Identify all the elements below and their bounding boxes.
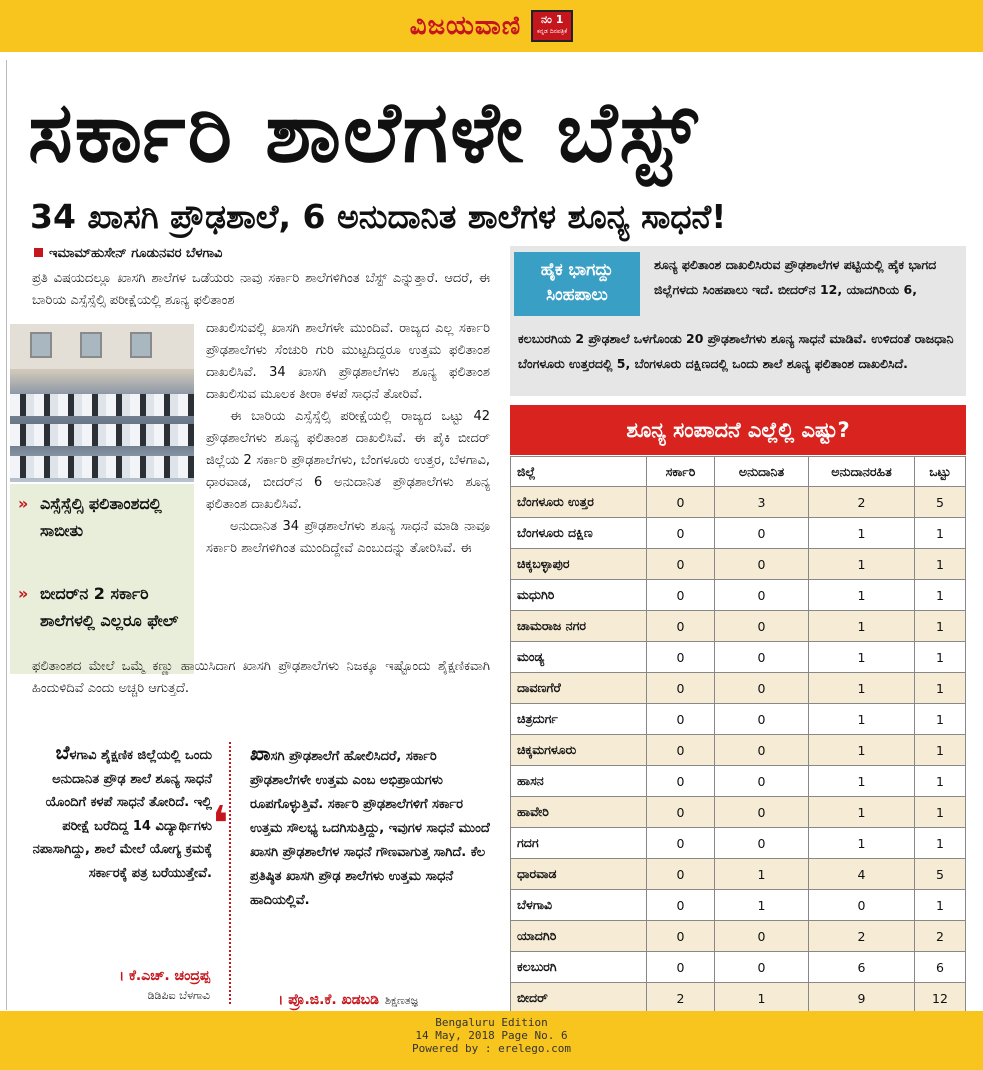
count-cell: 1: [915, 549, 966, 580]
count-cell: 0: [715, 797, 809, 828]
masthead-logo: ವಿಜಯವಾಣಿ: [409, 10, 522, 41]
count-cell: 0: [647, 611, 715, 642]
hk-tag: ಹೈಕ ಭಾಗದ್ದು ಸಿಂಹಪಾಲು: [514, 252, 640, 316]
count-cell: 0: [715, 704, 809, 735]
count-cell: 1: [715, 859, 809, 890]
district-cell: ಚಿಕ್ಕಮಗಳೂರು: [511, 735, 647, 766]
count-cell: 0: [647, 859, 715, 890]
count-cell: 0: [647, 890, 715, 921]
drop-letter: ಖಾ: [250, 743, 271, 765]
highlights-box: [10, 484, 194, 674]
count-cell: 6: [809, 952, 915, 983]
badge-label: ನಂ 1: [540, 13, 564, 26]
double-chevron-icon: »: [18, 584, 29, 603]
count-cell: 0: [647, 549, 715, 580]
count-cell: 5: [915, 487, 966, 518]
count-cell: 0: [715, 549, 809, 580]
photo-student-row: [10, 394, 194, 416]
byline-text: ಇಮಾಮ್‌ಹುಸೇನ್ ಗೂಡುನವರ ಬೆಳಗಾವಿ: [49, 246, 223, 261]
district-cell: ಬೀದರ್: [511, 983, 647, 1014]
photo-window: [130, 332, 152, 358]
district-cell: ಗದಗ: [511, 828, 647, 859]
table-row: [511, 983, 966, 1014]
count-cell: 1: [915, 611, 966, 642]
table-row: [511, 890, 966, 921]
table-row: [511, 549, 966, 580]
table-title: ಶೂನ್ಯ ಸಂಪಾದನೆ ಎಲ್ಲೆಲ್ಲಿ ಎಷ್ಟು?: [510, 405, 966, 455]
article-column: [206, 318, 490, 560]
district-cell: ಕಲಬುರಗಿ: [511, 952, 647, 983]
badge-sub: ಕನ್ನಡ ದಿನಪತ್ರಿಕೆ: [537, 28, 568, 35]
count-cell: 0: [715, 952, 809, 983]
footer-edition: Bengaluru Edition: [435, 1016, 548, 1029]
article-conclusion: [32, 656, 490, 700]
column-header: ಜಿಲ್ಲೆ: [511, 457, 647, 487]
count-cell: 1: [915, 797, 966, 828]
quote-right-signature: [278, 992, 418, 1008]
article-intro: [32, 268, 490, 312]
byline-marker-icon: [34, 248, 43, 257]
count-cell: 3: [715, 487, 809, 518]
headline: ಸರ್ಕಾರಿ ಶಾಲೆಗಳೇ ಬೆಸ್ಟ್: [28, 83, 700, 181]
quote-divider: [229, 742, 231, 1004]
table-row: [511, 859, 966, 890]
district-cell: ಚಾಮರಾಜ ನಗರ: [511, 611, 647, 642]
district-cell: ಮಂಡ್ಯ: [511, 642, 647, 673]
masthead-bar: [0, 0, 983, 52]
photo-window: [80, 332, 102, 358]
photo-student-row: [10, 456, 194, 478]
count-cell: 0: [647, 704, 715, 735]
count-cell: 9: [809, 983, 915, 1014]
district-cell: ಧಾರವಾಡ: [511, 859, 647, 890]
count-cell: 0: [715, 580, 809, 611]
zero-result-table: [510, 456, 966, 1014]
article-paragraph: ಪ್ರತಿ ವಿಷಯದಲ್ಲೂ ಖಾಸಗಿ ಶಾಲೆಗಳ ಒಡೆಯರು ನಾವು ಸರ್ಕಾರಿ ಶಾಲೆಗಳಿಗಿಂತ ಬೆಸ್ಟ್ ಎನ್ನುತ್ತಾರೆ. ಆದರೆ, ಈ ಬಾರಿಯ ಎಸ್ಸೆಸ್ಸೆಲ್ಸಿ ಪರೀಕ್ಷೆಯಲ್ಲಿ ಶೂನ್ಯ ಫಲಿತಾಂಶ: [32, 271, 490, 308]
column-header: ಸರ್ಕಾರಿ: [647, 457, 715, 487]
district-cell: ಬೆಂಗಳೂರು ದಕ್ಷಿಣ: [511, 518, 647, 549]
count-cell: 0: [715, 518, 809, 549]
table-row: [511, 735, 966, 766]
count-cell: 1: [809, 704, 915, 735]
article-paragraph: ಫಲಿತಾಂಶದ ಮೇಲೆ ಒಮ್ಮೆ ಕಣ್ಣು ಹಾಯಿಸಿದಾಗ ಖಾಸಗಿ ಪ್ರೌಢಶಾಲೆಗಳು ನಿಜಕ್ಕೂ ಇಷ್ಟೊಂದು ಶೈಕ್ಷಣಿಕವಾಗಿ ಹಿಂದುಳಿದಿವೆ ಎಂದು ಅಚ್ಚರಿ ಆಗುತ್ತದೆ.: [32, 659, 490, 696]
count-cell: 1: [809, 549, 915, 580]
column-header: ಅನುದಾನಿತ: [715, 457, 809, 487]
table-row: [511, 766, 966, 797]
count-cell: 1: [809, 580, 915, 611]
table-row: [511, 921, 966, 952]
table-header-row: [511, 457, 966, 487]
count-cell: 1: [915, 580, 966, 611]
count-cell: 0: [715, 828, 809, 859]
count-cell: 0: [647, 580, 715, 611]
count-cell: 1: [809, 518, 915, 549]
table-row: [511, 673, 966, 704]
quote-text: ಳಗಾವಿ ಶೈಕ್ಷಣಿಕ ಜಿಲ್ಲೆಯಲ್ಲಿ ಒಂದು ಅನುದಾನಿತ ಪ್ರೌಢ ಶಾಲೆ ಶೂನ್ಯ ಸಾಧನೆ ಯೊಂದಿಗೆ ಕಳಪೆ ಸಾಧನೆ ತೋರಿದೆ. ಇಲ್ಲಿ ಪರೀಕ್ಷೆ ಬರೆದಿದ್ದ 14 ವಿದ್ಯಾರ್ಥಿಗಳು ನಪಾಸಾಗಿದ್ದು, ಶಾಲೆ ಮೇಲೆ ಯೋಗ್ಯ ಕ್ರಮಕ್ಕೆ ಸರ್ಕಾರಕ್ಕೆ ಪತ್ರ ಬರೆಯುತ್ತೇವೆ.: [32, 748, 212, 881]
count-cell: 1: [715, 983, 809, 1014]
count-cell: 2: [647, 983, 715, 1014]
table-row: [511, 487, 966, 518]
count-cell: 2: [915, 921, 966, 952]
quote-text: ಸಗಿ ಪ್ರೌಢಶಾಲೆಗೆ ಹೋಲಿಸಿದರೆ, ಸರ್ಕಾರಿ ಪ್ರೌಢಶಾಲೆಗಳೇ ಉತ್ತಮ ಎಂಬ ಅಭಿಪ್ರಾಯಗಳು ರೂಪಗೊಳ್ಳುತ್ತಿವೆ. ಸರ್ಕಾರಿ ಪ್ರೌಢಶಾಲೆಗಳಿಗೆ ಸರ್ಕಾರ ಉತ್ತಮ ಸೌಲಭ್ಯ ಒದಗಿಸುತ್ತಿದ್ದು, ಇವುಗಳ ಸಾಧನೆ ಮುಂದೆ ಖಾಸಗಿ ಪ್ರೌಢಶಾಲೆಗಳ ಸಾಧನೆ ಗೌಣವಾಗುತ್ತ ಸಾಗಿದೆ. ಕೆಲ ಪ್ರತಿಷ್ಠಿತ ಖಾಸಗಿ ಪ್ರೌಢ ಶಾಲೆಗಳು ಉತ್ತಮ ಸಾಧನೆ ಹಾದಿಯಲ್ಲಿವೆ.: [250, 749, 490, 908]
count-cell: 0: [647, 735, 715, 766]
count-cell: 1: [915, 704, 966, 735]
count-cell: 1: [915, 735, 966, 766]
count-cell: 0: [715, 673, 809, 704]
district-cell: ಬೆಳಗಾವಿ: [511, 890, 647, 921]
article-paragraph: ಅನುದಾನಿತ 34 ಪ್ರೌಢಶಾಲೆಗಳು ಶೂನ್ಯ ಸಾಧನೆ ಮಾಡಿ ನಾವೂ ಸರ್ಕಾರಿ ಶಾಲೆಗಳಿಗಿಂತ ಮುಂದಿದ್ದೇವೆ ಎಂಬುದನ್ನು ತೋರಿಸಿವೆ. ಈ: [206, 519, 490, 556]
drop-letter: ಬೆ: [55, 742, 70, 764]
count-cell: 1: [915, 766, 966, 797]
district-cell: ಮಧುಗಿರಿ: [511, 580, 647, 611]
count-cell: 0: [647, 673, 715, 704]
count-cell: 1: [809, 735, 915, 766]
quote-right: [250, 742, 490, 913]
table-row: [511, 611, 966, 642]
count-cell: 1: [809, 673, 915, 704]
count-cell: 0: [715, 735, 809, 766]
count-cell: 0: [647, 828, 715, 859]
count-cell: 2: [809, 487, 915, 518]
table-row: [511, 828, 966, 859]
count-cell: 0: [715, 766, 809, 797]
district-cell: ದಾವಣಗೆರೆ: [511, 673, 647, 704]
highlight-item: [20, 580, 190, 634]
column-header: ಅನುದಾನರಹಿತ: [809, 457, 915, 487]
district-cell: ಹಾಸನ: [511, 766, 647, 797]
students-exam-photo: [10, 324, 194, 482]
footer-powered: Powered by : erelego.com: [412, 1042, 571, 1055]
photo-window: [30, 332, 52, 358]
count-cell: 0: [647, 952, 715, 983]
quote-left-signature: । ಕೆ.ಎಚ್. ಚಂದ್ರಪ್ಪ: [118, 968, 210, 984]
quote-left: [30, 742, 212, 885]
column-header: ಒಟ್ಟು: [915, 457, 966, 487]
table-row: [511, 952, 966, 983]
count-cell: 0: [647, 518, 715, 549]
district-cell: ಹಾವೇರಿ: [511, 797, 647, 828]
photo-student-row: [10, 424, 194, 446]
signature-role: ಶಿಕ್ಷಣತಜ್ಞ: [384, 994, 418, 1007]
district-cell: ಚಿಕ್ಕಬಳ್ಳಾಪುರ: [511, 549, 647, 580]
district-cell: ಯಾದಗಿರಿ: [511, 921, 647, 952]
count-cell: 0: [715, 611, 809, 642]
district-cell: ಬೆಂಗಳೂರು ಉತ್ತರ: [511, 487, 647, 518]
count-cell: 1: [915, 673, 966, 704]
count-cell: 1: [809, 828, 915, 859]
count-cell: 0: [647, 766, 715, 797]
count-cell: 0: [647, 487, 715, 518]
double-chevron-icon: »: [18, 494, 29, 513]
table-row: [511, 580, 966, 611]
count-cell: 0: [809, 890, 915, 921]
table-row: [511, 704, 966, 735]
district-cell: ಚಿತ್ರದುರ್ಗ: [511, 704, 647, 735]
count-cell: 4: [809, 859, 915, 890]
table-row: [511, 642, 966, 673]
count-cell: 0: [647, 921, 715, 952]
count-cell: 1: [915, 890, 966, 921]
count-cell: 1: [915, 518, 966, 549]
quote-left-role: ಡಿಡಿಪಿಐ ಬೆಳಗಾವಿ: [147, 989, 210, 1002]
signature-name: । ಪ್ರೊ.ಜಿ.ಕೆ. ಖಡಬಡಿ: [278, 992, 379, 1008]
count-cell: 1: [915, 642, 966, 673]
count-cell: 5: [915, 859, 966, 890]
count-cell: 1: [915, 828, 966, 859]
count-cell: 1: [809, 766, 915, 797]
highlight-text: ಎಸ್ಸೆಸ್ಸೆಲ್ಸಿ ಫಲಿತಾಂಶದಲ್ಲಿ ಸಾಬೀತು: [40, 494, 162, 540]
table-row: [511, 797, 966, 828]
hk-text-top: ಶೂನ್ಯ ಫಲಿತಾಂಶ ದಾಖಲಿಸಿರುವ ಪ್ರೌಢಶಾಲೆಗಳ ಪಟ್ಟಿಯಲ್ಲಿ ಹೈಕ ಭಾಗದ ಜಿಲ್ಲೆಗಳದು ಸಿಂಹಪಾಲು ಇದೆ. ಬೀದರ್‌ನ 12, ಯಾದಗಿರಿಯ 6,: [654, 257, 937, 297]
count-cell: 0: [715, 642, 809, 673]
count-cell: 1: [715, 890, 809, 921]
highlight-item: [20, 490, 190, 544]
count-cell: 12: [915, 983, 966, 1014]
article-paragraph: ಈ ಬಾರಿಯ ಎಸ್ಸೆಸ್ಸೆಲ್ಸಿ ಪರೀಕ್ಷೆಯಲ್ಲಿ ರಾಜ್ಯದ ಒಟ್ಟು 42 ಪ್ರೌಢಶಾಲೆಗಳು ಶೂನ್ಯ ಫಲಿತಾಂಶ ದಾಖಲಿಸಿವೆ. ಈ ಪೈಕಿ ಬೀದರ್ ಜಿಲ್ಲೆಯ 2 ಸರ್ಕಾರಿ ಪ್ರೌಢಶಾಲೆಗಳು, ಬೆಂಗಳೂರು ಉತ್ತರ, ಬೆಳಗಾವಿ, ಧಾರವಾಡ, ಬೀದರ್‌ನ 6 ಅನುದಾನಿತ ಪ್ರೌಢಶಾಲೆಗಳು ಶೂನ್ಯ ಫಲಿತಾಂಶ ದಾಖಲಿಸಿವೆ.: [206, 409, 490, 512]
quote-mark-icon: ❛: [212, 796, 229, 852]
count-cell: 2: [809, 921, 915, 952]
count-cell: 1: [809, 642, 915, 673]
count-cell: 6: [915, 952, 966, 983]
hk-text-bottom: ಕಲಬುರಗಿಯ 2 ಪ್ರೌಢಶಾಲೆ ಒಳಗೊಂಡು 20 ಪ್ರೌಢಶಾಲೆಗಳು ಶೂನ್ಯ ಸಾಧನೆ ಮಾಡಿವೆ. ಉಳಿದಂತೆ ರಾಜಧಾನಿ ಬೆಂಗಳೂರು ಉತ್ತರದಲ್ಲಿ 5, ಬೆಂಗಳೂರು ದಕ್ಷಿಣದಲ್ಲಿ ಒಂದು ಶಾಲೆ ಶೂನ್ಯ ಫಲಿತಾಂಶ ದಾಖಲಿಸಿದೆ.: [518, 331, 954, 371]
byline: [34, 246, 222, 261]
footer-bar: [0, 1011, 983, 1070]
count-cell: 0: [715, 921, 809, 952]
count-cell: 0: [647, 797, 715, 828]
subheadline: 34 ಖಾಸಗಿ ಪ್ರೌಢಶಾಲೆ, 6 ಅನುದಾನಿತ ಶಾಲೆಗಳ ಶೂನ್ಯ ಸಾಧನೆ!: [30, 197, 727, 236]
count-cell: 1: [809, 797, 915, 828]
article-paragraph: ದಾಖಲಿಸುವಲ್ಲಿ ಖಾಸಗಿ ಶಾಲೆಗಳೇ ಮುಂದಿವೆ. ರಾಜ್ಯದ ಎಲ್ಲ ಸರ್ಕಾರಿ ಪ್ರೌಢಶಾಲೆಗಳು ಸೆಂಚುರಿ ಗುರಿ ಮುಟ್ಟದಿದ್ದರೂ ಉತ್ತಮ ಫಲಿತಾಂಶ ದಾಖಲಿಸಿವೆ. 34 ಖಾಸಗಿ ಪ್ರೌಢಶಾಲೆಗಳು ಶೂನ್ಯ ಫಲಿತಾಂಶ ದಾಖಲಿಸುವ ಮೂಲಕ ತೀರಾ ಕಳಪೆ ಸಾಧನೆ ತೋರಿವೆ.: [206, 321, 490, 402]
count-cell: 0: [647, 642, 715, 673]
highlight-text: ಬೀದರ್‌ನ 2 ಸರ್ಕಾರಿ ಶಾಲೆಗಳಲ್ಲಿ ಎಲ್ಲರೂ ಫೇಲ್: [40, 584, 179, 630]
table-row: [511, 518, 966, 549]
number-one-badge: [531, 10, 573, 42]
footer-date: 14 May, 2018 Page No. 6: [415, 1029, 568, 1042]
count-cell: 1: [809, 611, 915, 642]
